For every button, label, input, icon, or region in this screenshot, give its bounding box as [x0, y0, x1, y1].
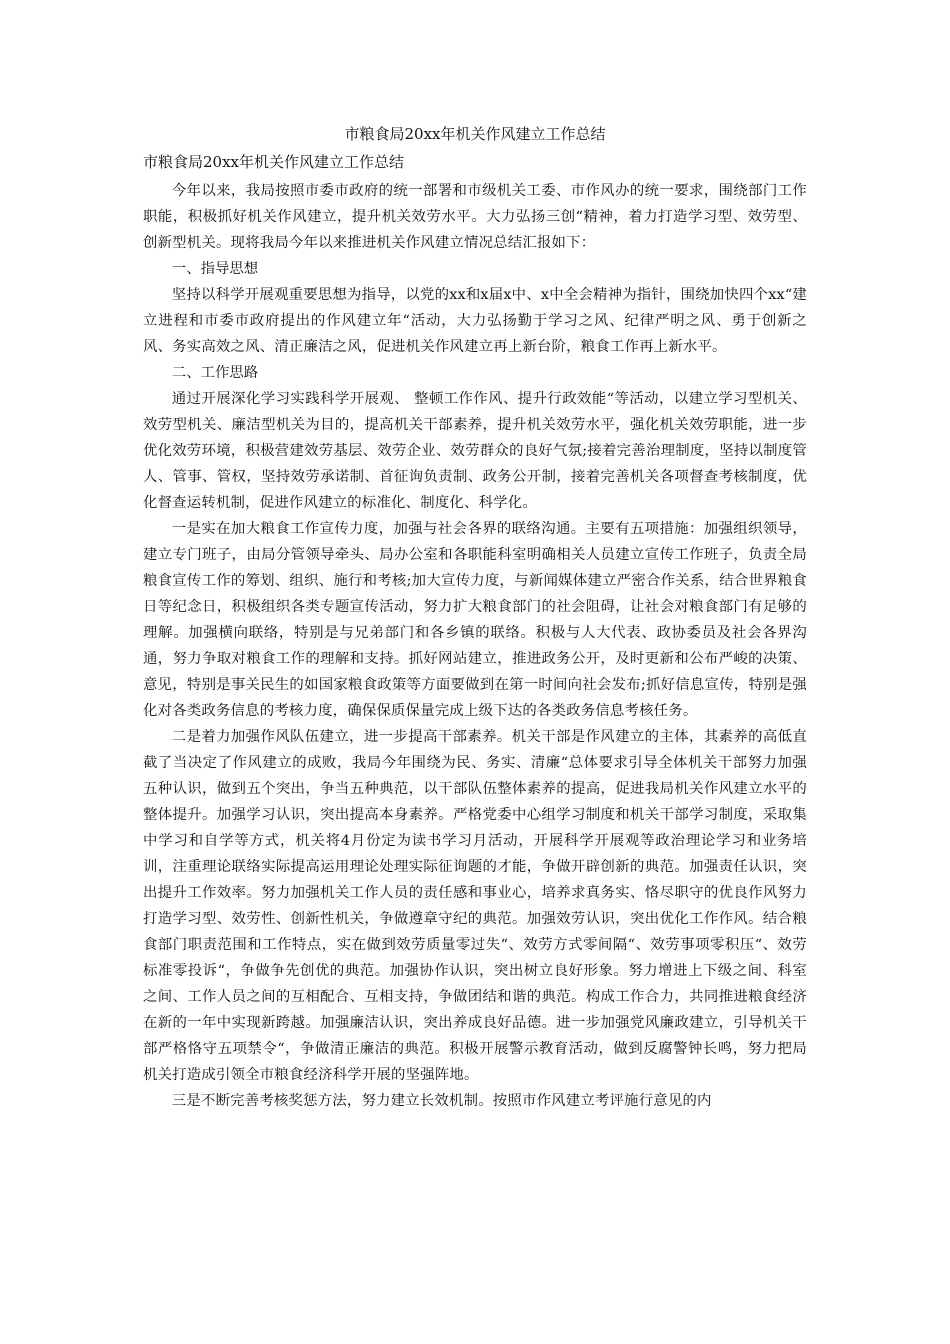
section-heading: 二、工作思路 [171, 365, 259, 381]
body-paragraph: 一是实在加大粮食工作宣传力度，加强与社会各界的联络沟通。主要有五项措施：加强组织领导，建立专门班子，由局分管领导牵头、局办公室和各职能科室明确相关人员建立宣传工作班子，负责全局粮食宣传工作的筹划、组织、施行和考核;加大宣传力度，与新闻媒体建立严密合作关系，结合世界粮食日等纪念日，积极组织各类专题宣传活动，努力扩大粮食部门的社会阻碍，让社会对粮食部门有足够的理解。加强横向联络，特别是与兄弟部门和各乡镇的联络。积极与人大代表、政协委员及社会各界沟通，努力争取对粮食工作的理解和支持。抓好网站建立，推进政务公开，及时更新和公布严峻的决策、意见，特别是事关民生的如国家粮食政策等方面要做到在第一时间向社会发布;抓好信息宣传，特别是强化对各类政务信息的考核力度，确保保质保量完成上级下达的各类政务信息考核任务。 [143, 521, 807, 719]
body-paragraph: 通过开展深化学习实践科学开展观、 整顿工作作风、提升行政效能“等活动，以建立学习型机关、效劳型机关、廉洁型机关为目的，提高机关干部素养，提升机关效劳水平，强化机关效劳职能，进一步优化效劳环境，积极营建效劳基层、效劳企业、效劳群众的良好气氛;接着完善治理制度，坚持以制度管人、管事、管权，坚持效劳承诺制、首征询负责制、政务公开制，接着完善机关各项督查考核制度，优化督查运转机制，促进作风建立的标准化、制度化、科学化。 [143, 391, 807, 511]
document-title: 市粮食局20xx年机关作风建立工作总结 [344, 125, 606, 143]
document-page [143, 122, 807, 1114]
body-paragraph: 今年以来，我局按照市委市政府的统一部署和市级机关工委、市作风办的统一要求，围绕部门工作职能，积极抓好机关作风建立，提升机关效劳水平。大力弘扬三创“精神，着力打造学习型、效劳型、创新型机关。现将我局今年以来推进机关作风建立情况总结汇报如下： [143, 183, 807, 251]
body-paragraph: 三是不断完善考核奖惩方法，努力建立长效机制。按照市作风建立考评施行意见的内 [171, 1093, 712, 1109]
document-subtitle: 市粮食局20xx年机关作风建立工作总结 [143, 153, 405, 171]
section-heading: 一、指导思想 [171, 261, 259, 277]
document-body [143, 178, 807, 1114]
body-paragraph: 二是着力加强作风队伍建立，进一步提高干部素养。机关干部是作风建立的主体，其素养的高低直截了当决定了作风建立的成败，我局今年围绕为民、务实、清廉“总体要求引导全体机关干部努力加强五种认识，做到五个突出，争当五种典范，以干部队伍整体素养的提高，促进我局机关作风建立水平的整体提升。加强学习认识，突出提高本身素养。严格党委中心组学习制度和机关干部学习制度，采取集中学习和自学等方式，机关将4月份定为读书学习月活动，开展科学开展观等政治理论学习和业务培训，注重理论联络实际提高运用理论处理实际征询题的才能，争做开辟创新的典范。加强责任认识，突出提升工作效率。努力加强机关工作人员的责任感和事业心，培养求真务实、恪尽职守的优良作风努力打造学习型、效劳性、创新性机关，争做遵章守纪的典范。加强效劳认识，突出优化工作作风。结合粮食部门职责范围和工作特点，实在做到效劳质量零过失“、效劳方式零间隔“、效劳事项零积压“、效劳标准零投诉“，争做争先创优的典范。加强协作认识，突出树立良好形象。努力增进上下级之间、科室之间、工作人员之间的互相配合、互相支持，争做团结和谐的典范。构成工作合力，共同推进粮食经济在新的一年中实现新跨越。加强廉洁认识，突出养成良好品德。进一步加强党风廉政建立，引导机关干部严格恪守五项禁令“，争做清正廉洁的典范。积极开展警示教育活动，做到反腐警钟长鸣，努力把局机关打造成引领全市粮食经济科学开展的坚强阵地。 [143, 729, 807, 1083]
body-paragraph: 坚持以科学开展观重要思想为指导，以党的xx和x届x中、x中全会精神为指针，围绕加快四个xx“建立进程和市委市政府提出的作风建立年“活动，大力弘扬勤于学习之风、纪律严明之风、勇于创新之风、务实高效之风、清正廉洁之风，促进机关作风建立再上新台阶，粮食工作再上新水平。 [143, 287, 807, 355]
